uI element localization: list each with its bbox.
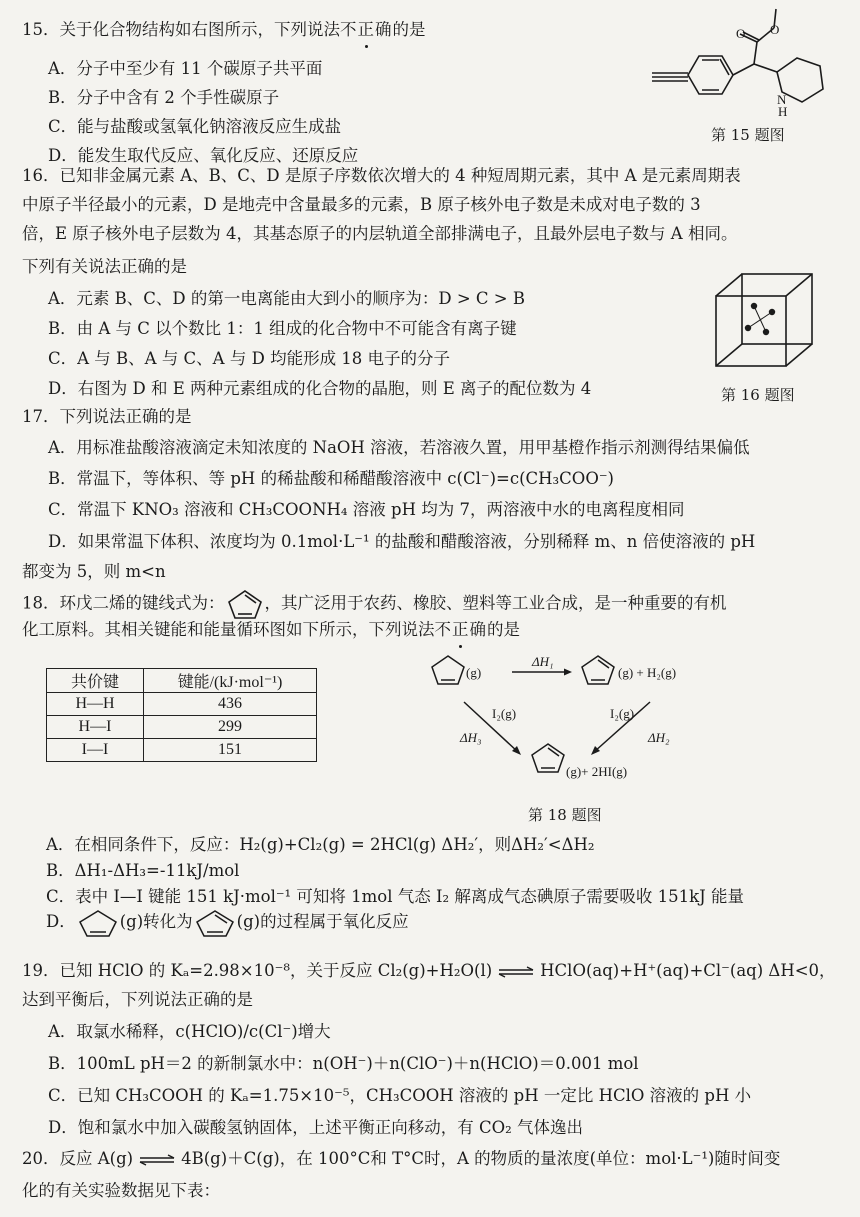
q16-option-d: D．右图为 D 和 E 两种元素组成的化合物的晶胞，则 E 离子的配位数为 4 — [48, 379, 592, 398]
svg-text:I₂(g): I₂(g) — [610, 706, 635, 721]
energy-cycle-diagram — [420, 650, 720, 790]
q17-stem: 17．下列说法正确的是 — [22, 407, 192, 426]
q19-stem-line-1: 19．已知 HClO 的 Kₐ=2.98×10⁻⁸，关于反应 Cl₂(g)+H₂O(l) HClO(aq)+H⁺(aq)+Cl⁻(aq) ΔH<0， — [22, 961, 836, 980]
svg-text:O: O — [736, 26, 746, 41]
q15-stem: 15．关于化合物结构如右图所示，下列说法不正确的是 — [22, 20, 426, 39]
cyclopentadiene-icon — [225, 588, 265, 620]
q18-stem-line-1: 18．环戊二烯的键线式为： ，其广泛用于农药、橡胶、塑料等工业合成，是一种重要的有机 — [22, 588, 727, 620]
q15-structure-figure — [640, 4, 840, 119]
q15-n-atom: N — [777, 92, 787, 107]
q15-figure-caption: 第 15 题图 — [711, 126, 785, 144]
q16-stem-line-4: 下列有关说法正确的是 — [22, 257, 187, 276]
q17-option-d-cont: 都变为 5，则 m<n — [22, 562, 166, 581]
q17-option-a: A．用标准盐酸溶液滴定未知浓度的 NaOH 溶液，若溶液久置，用甲基橙作指示剂测得结果偏低 — [48, 438, 750, 457]
q15-option-c: C．能与盐酸或氢氧化钠溶液反应生成盐 — [48, 117, 342, 136]
q20-stem-line-1: 20．反应 A(g) 4B(g)＋C(g)，在 100°C和 T°C时，A 的物质的量浓度(单位：mol·L⁻¹)随时间变 — [22, 1149, 781, 1168]
q16-stem-line-1: 16．已知非金属元素 A、B、C、D 是原子序数依次增大的 4 种短周期元素，其中 A 是元素周期表 — [22, 166, 741, 185]
q17-option-b: B．常温下，等体积、等 pH 的稀盐酸和稀醋酸溶液中 c(Cl⁻)=c(CH₃COO⁻) — [48, 469, 614, 488]
q17-option-c: C．常温下 KNO₃ 溶液和 CH₃COONH₄ 溶液 pH 均为 7，两溶液中水的电离程度相同 — [48, 500, 685, 519]
q16-option-a: A．元素 B、C、D 的第一电离能由大到小的顺序为：D > C > B — [48, 289, 525, 308]
svg-text:(g)+ 2HI(g): (g)+ 2HI(g) — [566, 764, 628, 779]
table-row: I—I 151 — [47, 739, 317, 762]
cyclopentene-icon — [76, 908, 120, 938]
q16-stem-line-3: 倍，E 原子核外电子层数为 4，其基态原子的内层轨道全部排满电子，且最外层电子数与 A 相同。 — [22, 224, 738, 243]
cyclopentadiene-icon — [193, 908, 237, 938]
q18-option-c: C．表中 I—I 键能 151 kJ·mol⁻¹ 可知将 1mol 气态 I₂ 解离成气态碘原子需要吸收 151kJ 能量 — [46, 887, 744, 906]
q19-option-d: D．饱和氯水中加入碳酸氢钠固体，上述平衡正向移动，有 CO₂ 气体逸出 — [48, 1118, 583, 1137]
svg-text:ΔH₂: ΔH₂ — [648, 730, 670, 745]
q15-option-d: D．能发生取代反应、氧化反应、还原反应 — [48, 146, 359, 165]
svg-text:(g) + H₂(g): (g) + H₂(g) — [618, 665, 677, 680]
q19-option-c: C．已知 CH₃COOH 的 Kₐ=1.75×10⁻⁵，CH₃COOH 溶液的 pH 一定比 HClO 溶液的 pH 小 — [48, 1086, 752, 1105]
svg-text:(g): (g) — [466, 665, 482, 680]
q20-stem-line-2: 化的有关实验数据见下表： — [22, 1181, 220, 1200]
q16-option-c: C．A 与 B、A 与 C、A 与 D 均能形成 18 电子的分子 — [48, 349, 451, 368]
q18-stem-line-2: 化工原料。其相关键能和能量循环图如下所示，下列说法不正确的是 — [22, 620, 520, 639]
q15-option-b: B．分子中含有 2 个手性碳原子 — [48, 88, 280, 107]
equilibrium-arrow-icon — [139, 1155, 175, 1165]
bond-energy-table — [46, 668, 317, 762]
q18-option-d: D． (g)转化为 (g)的过程属于氧化反应 — [46, 907, 409, 938]
table-header-energy: 键能/(kJ·mol⁻¹) — [144, 669, 317, 693]
q16-stem-line-2: 中原子半径最小的元素，D 是地壳中含量最多的元素，B 原子核外电子数是未成对电子数的 3 — [22, 195, 701, 214]
q16-figure-caption: 第 16 题图 — [721, 386, 795, 404]
table-row: H—I 299 — [47, 716, 317, 739]
q19-option-a: A．取氯水稀释，c(HClO)/c(Cl⁻)增大 — [48, 1022, 331, 1041]
q19-stem-line-2: 达到平衡后，下列说法正确的是 — [22, 990, 253, 1009]
svg-text:ΔH₃: ΔH₃ — [460, 730, 482, 745]
q17-option-d: D．如果常温下体积、浓度均为 0.1mol·L⁻¹ 的盐酸和醋酸溶液，分别稀释 m、n 倍使溶液的 pH — [48, 532, 756, 551]
table-row: H—H 436 — [47, 693, 317, 716]
q18-option-a: A．在相同条件下，反应：H₂(g)+Cl₂(g) = 2HCl(g) ΔH₂′，则ΔH₂′<ΔH₂ — [46, 835, 595, 854]
q18-option-b: B．ΔH₁-ΔH₃=-11kJ/mol — [46, 861, 240, 880]
q15-h-atom: H — [778, 104, 788, 119]
svg-text:ΔH₁: ΔH₁ — [532, 654, 554, 669]
q15-option-a: A．分子中至少有 11 个碳原子共平面 — [48, 59, 323, 78]
q16-crystal-cell-figure — [708, 268, 820, 378]
q18-figure-caption: 第 18 题图 — [528, 806, 602, 824]
svg-text:I₂(g): I₂(g) — [492, 706, 517, 721]
table-header-bond: 共价键 — [47, 669, 144, 693]
q19-option-b: B．100mL pH＝2 的新制氯水中：n(OH⁻)＋n(ClO⁻)＋n(HClO)＝0.001 mol — [48, 1054, 639, 1073]
q15-emphasis: 不正确 — [340, 20, 393, 39]
q16-option-b: B．由 A 与 C 以个数比 1：1 组成的化合物中不可能含有离子键 — [48, 319, 517, 338]
svg-text:O: O — [770, 22, 780, 37]
equilibrium-arrow-icon — [498, 967, 534, 977]
